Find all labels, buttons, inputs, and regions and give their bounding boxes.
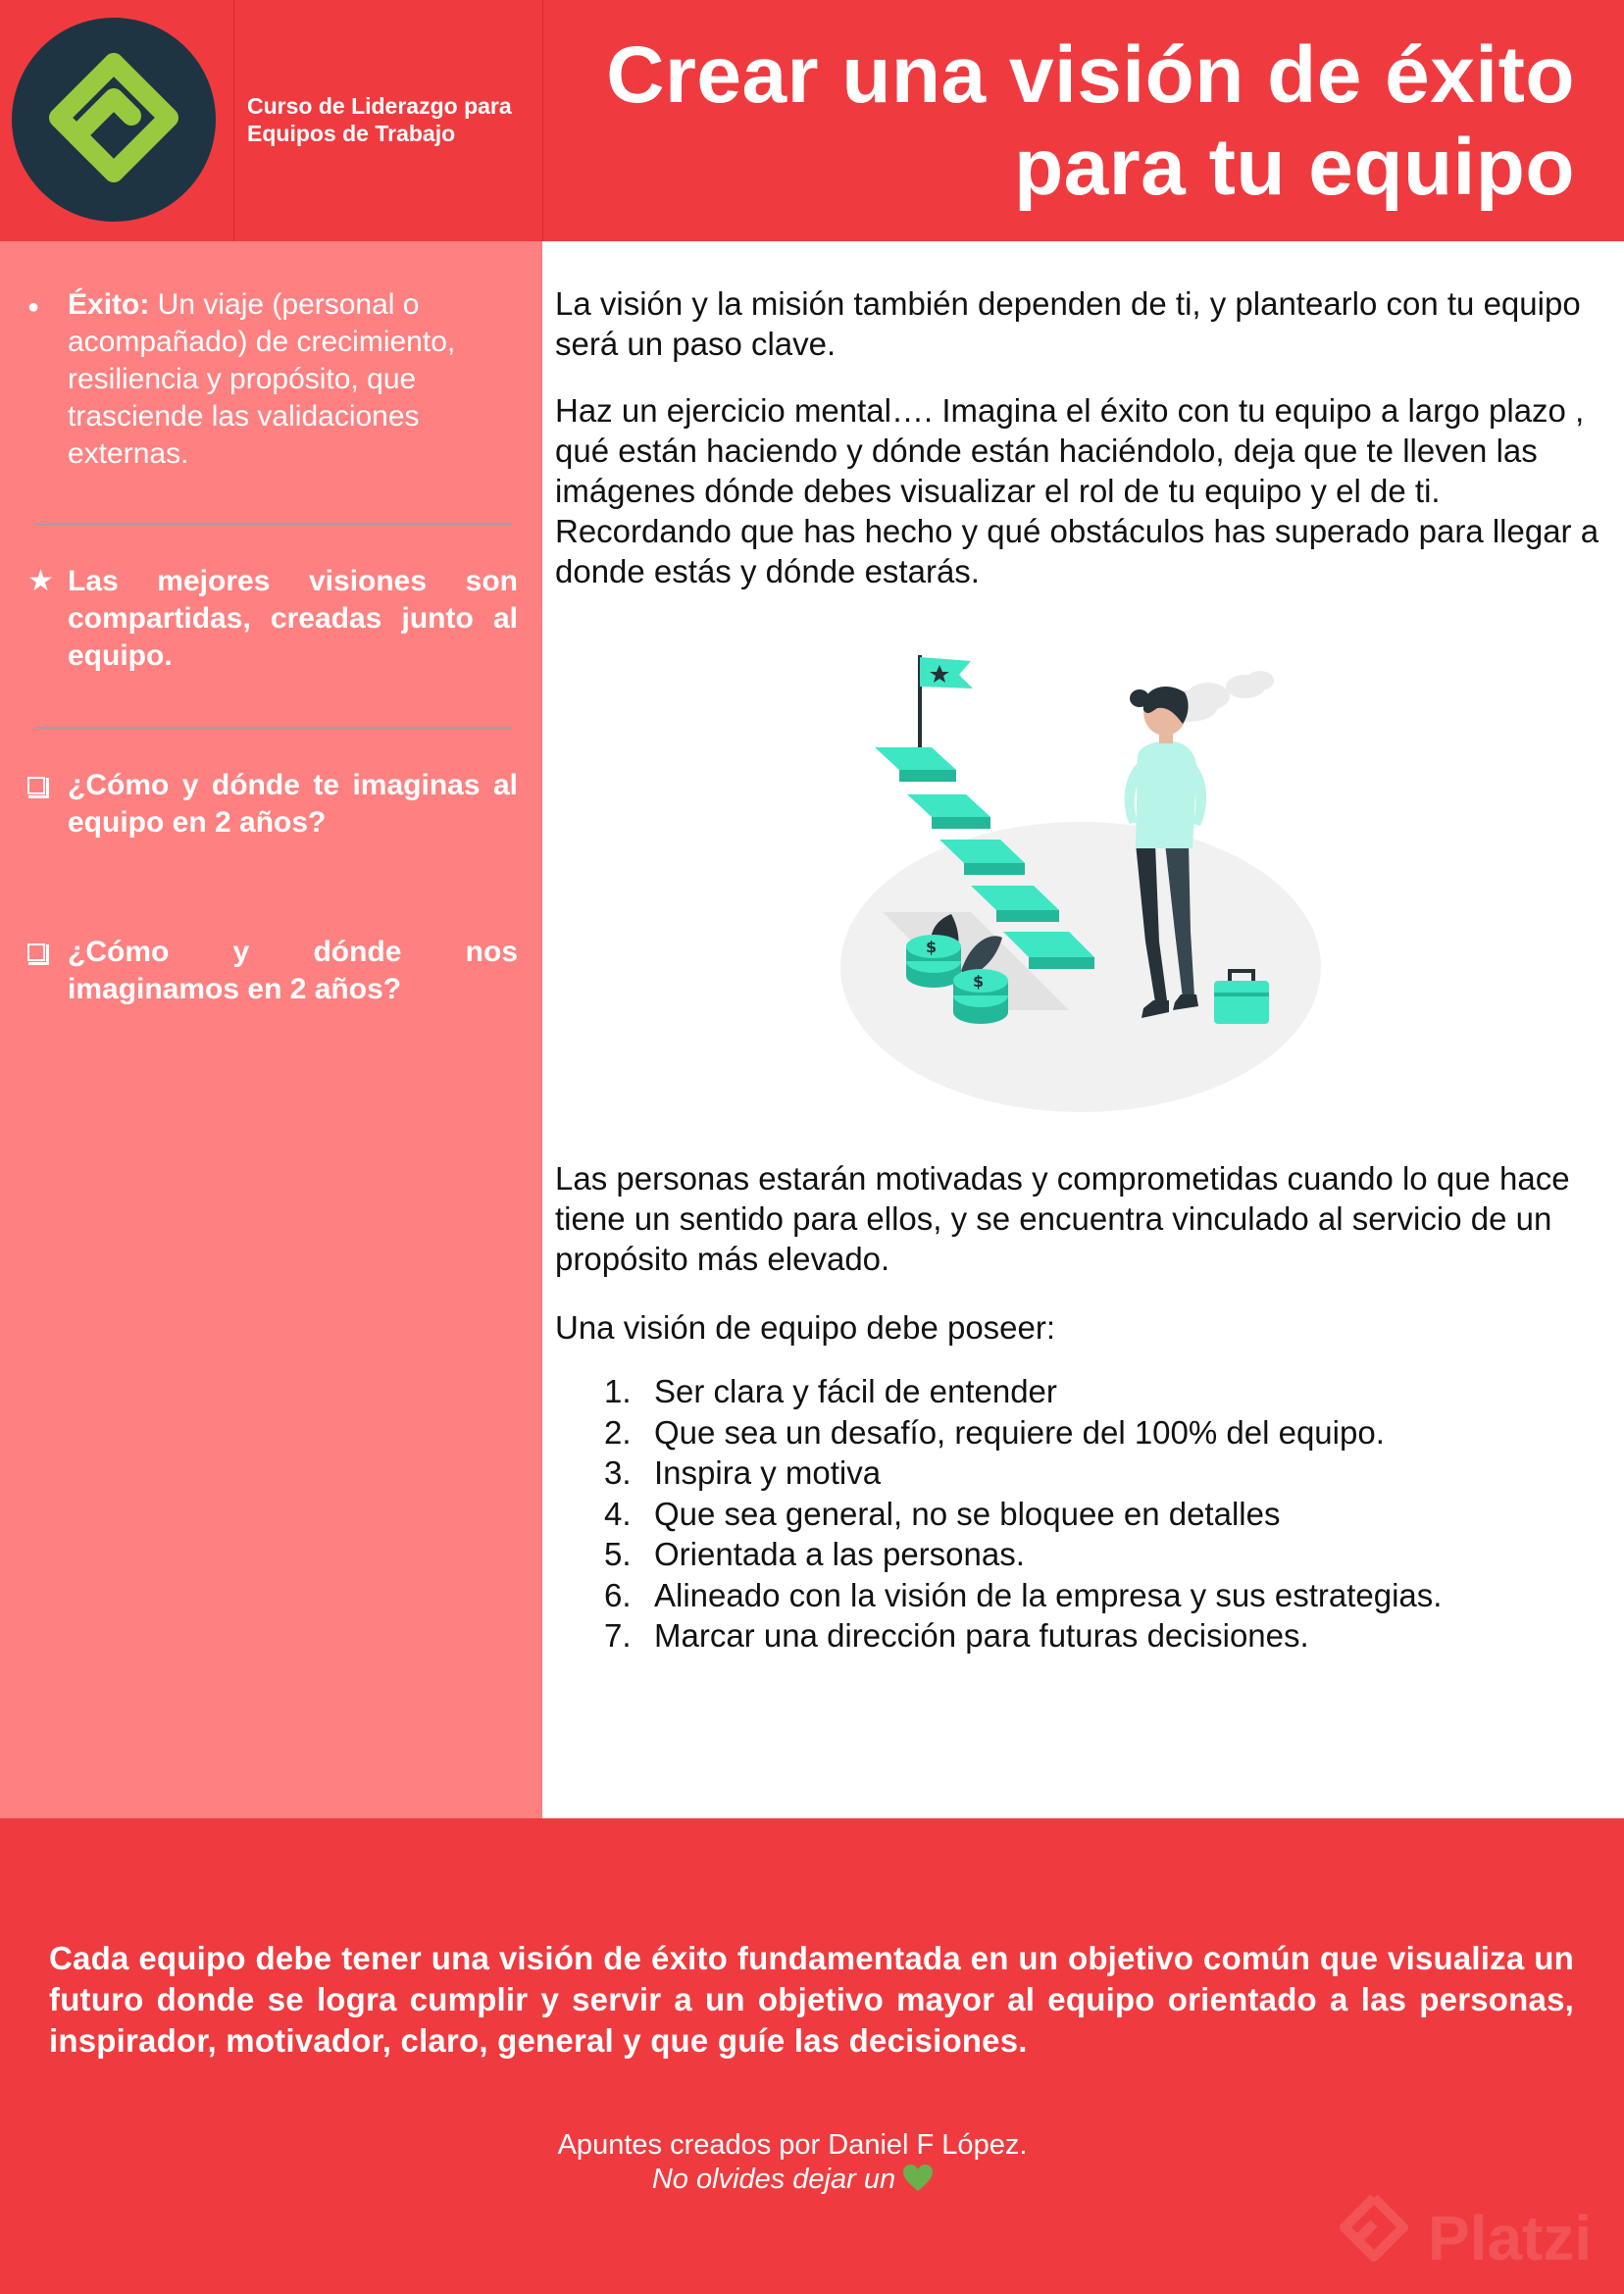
svg-text:$: $ [926, 938, 938, 956]
vision-requirements-list [555, 1371, 1595, 1657]
logo [0, 0, 233, 241]
list-item-number: 7. [604, 1617, 632, 1654]
motivation-paragraph: Las personas estarán motivadas y comprometidas cuando lo que hace tiene un sentido para ellos, y se encuentra vinculado al servicio de un propósito más elevado. [555, 1160, 1570, 1277]
list-item-text: Ser clara y fácil de entender [654, 1373, 1057, 1409]
list-item-text: Que sea general, no se bloquee en detalles [654, 1495, 1281, 1532]
list-item-text: Alineado con la visión de la empresa y sus estrategias. [654, 1576, 1443, 1613]
footer [0, 1818, 1624, 2294]
definition-term: Éxito: [68, 288, 150, 321]
list-item-number: 3. [604, 1454, 632, 1491]
checkbox-bullet-icon [27, 934, 67, 971]
list-item [555, 1412, 1595, 1453]
star-icon: ★ [27, 565, 54, 597]
sidebar-question-2 [27, 934, 518, 1008]
list-item-number: 1. [604, 1373, 632, 1409]
watermark-text: Platzi [1428, 2203, 1593, 2273]
list-item [555, 1371, 1595, 1412]
list-intro: Una visión de equipo debe poseer: [555, 1309, 1056, 1346]
sidebar-shared-visions [27, 563, 518, 675]
bullet-dot: ● [27, 296, 40, 318]
checkbox-bullet-icon [27, 767, 67, 804]
list-item [555, 1534, 1595, 1575]
header-divider [542, 0, 543, 241]
sidebar-question-1 [27, 767, 518, 841]
platzi-watermark [1330, 2188, 1624, 2276]
platzi-watermark-icon [1330, 2188, 1418, 2276]
credits-author: Apuntes creados por Daniel F López. [557, 2129, 1028, 2161]
woman-stairs-flag-illustration [824, 647, 1334, 1118]
exercise-paragraph: Haz un ejercicio mental…. Imagina el éxito con tu equipo a largo plazo , qué están haciendo y dónde están haciéndolo, deja que te lleven las imágenes dónde debes visualizar el rol de tu equipo y el de ti. Recordando que has hecho y qué obstáculos has superado para llegar a donde estás y dónde estarás. [555, 392, 1599, 589]
page-title-line1: Crear una visión de éxito [606, 30, 1575, 120]
svg-text:$: $ [973, 972, 985, 991]
intro-paragraph: La visión y la misión también dependen de ti, y plantearlo con tu equipo será un paso clave. [555, 285, 1581, 362]
list-item-text: Marcar una dirección para futuras decisiones. [654, 1617, 1309, 1654]
summary-text: Cada equipo debe tener una visión de éxito fundamentada en un objetivo común que visualiza un futuro donde se logra cumplir y servir a un objetivo mayor al equipo orientado a las personas, inspirador, motivador, claro, general y que guíe las decisiones. [49, 1940, 1574, 2059]
list-item-number: 4. [604, 1495, 632, 1532]
credits-reminder: No olvides dejar un [0, 2163, 1585, 2197]
list-item-number: 2. [604, 1413, 632, 1451]
course-name: Curso de Liderazgo para Equipos de Trabajo [247, 93, 512, 146]
credits [0, 2128, 1585, 2197]
list-item-text: Que sea un desafío, requiere del 100% del equipo. [654, 1413, 1385, 1451]
list-item-number: 5. [604, 1536, 632, 1572]
sidebar-divider [35, 727, 512, 729]
question-2-text: ¿Cómo y dónde nos imaginamos en 2 años? [68, 936, 518, 1005]
list-item [555, 1494, 1595, 1535]
list-item [555, 1615, 1595, 1657]
list-item [555, 1575, 1595, 1616]
list-item-text: Inspira y motiva [654, 1454, 882, 1491]
list-item-text: Orientada a las personas. [654, 1536, 1025, 1572]
sidebar-divider [35, 523, 512, 525]
list-item-number: 6. [604, 1576, 632, 1613]
page-title-line2: para tu equipo [1014, 123, 1575, 212]
sidebar-definition [27, 286, 518, 473]
definition-text: Un viaje (personal o acompañado) de crecimiento, resiliencia y propósito, que trasciende las validaciones externas. [68, 288, 456, 470]
platzi-logo-icon [12, 18, 216, 222]
list-item [555, 1453, 1595, 1494]
question-1-text: ¿Cómo y dónde te imaginas al equipo en 2 años? [68, 769, 518, 839]
header [0, 0, 1624, 241]
green-heart-icon [903, 2165, 933, 2192]
sidebar [0, 241, 542, 1818]
header-divider [233, 0, 234, 241]
page-title [575, 29, 1575, 214]
shared-visions-text: Las mejores visiones son compartidas, creadas junto al equipo. [68, 565, 518, 672]
